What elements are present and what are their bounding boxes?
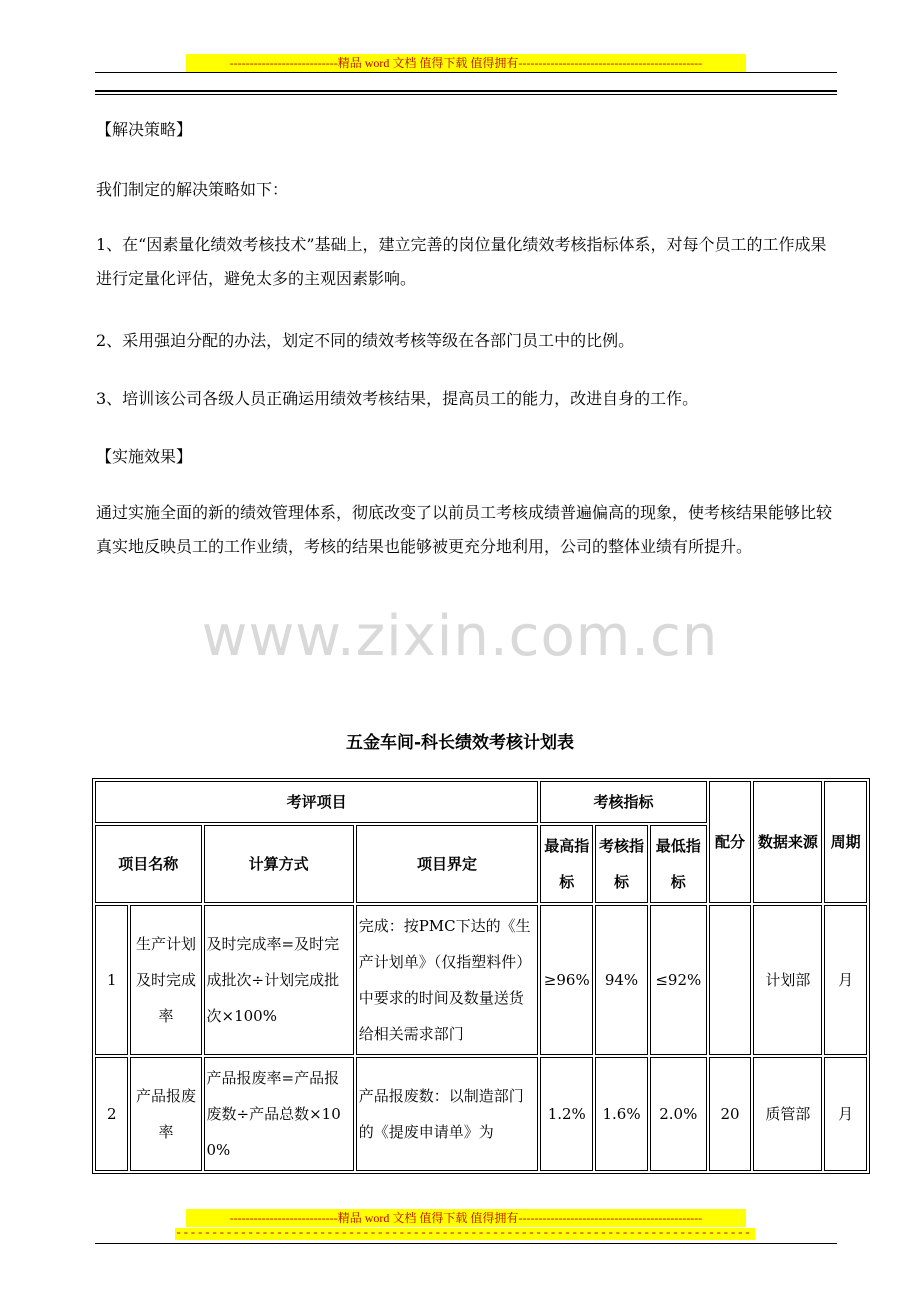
kpi-plan-table <box>92 778 870 1174</box>
row-item-name: 生产计划及时完成率 <box>130 905 201 1055</box>
row-max-index: ≥96% <box>540 905 593 1055</box>
row-item-scope: 完成：按PMC下达的《生产计划单》（仅指塑料件）中要求的时间及数量送货给相关需求部门 <box>356 905 539 1055</box>
strategy-item-3: 3、培训该公司各级人员正确运用绩效考核结果，提高员工的能力，改进自身的工作。 <box>96 389 699 408</box>
row-data-source: 质管部 <box>753 1057 822 1171</box>
header-banner: ---------------------------精品 word 文档 值得下载 值得拥有---------------------------------------------- <box>186 54 746 72</box>
header-kpi-group: 考核指标 <box>540 781 706 823</box>
row-target-index: 1.6% <box>595 1057 648 1171</box>
row-period: 月 <box>824 905 867 1055</box>
header-min-index: 最低指标 <box>650 825 707 903</box>
section-heading-effect: 【实施效果】 <box>96 447 193 466</box>
row-calc-method: 产品报废率=产品报废数÷产品总数×100% <box>204 1057 354 1171</box>
header-item-name: 项目名称 <box>95 825 202 903</box>
table-row <box>95 1057 867 1171</box>
row-weight <box>709 905 752 1055</box>
row-number: 2 <box>95 1057 128 1171</box>
footer-rule <box>95 1243 837 1244</box>
header-row-1 <box>95 781 867 823</box>
section-heading-strategy: 【解决策略】 <box>96 120 193 139</box>
row-data-source: 计划部 <box>753 905 822 1055</box>
table-row <box>95 905 867 1055</box>
effect-paragraph: 通过实施全面的新的绩效管理体系，彻底改变了以前员工考核成绩普遍偏高的现象，使考核结果能够比较真实地反映员工的工作业绩，考核的结果也能够被更充分地利用，公司的整体业绩有所提升。 <box>96 503 833 556</box>
strategy-item-1: 1、在“因素量化绩效考核技术”基础上，建立完善的岗位量化绩效考核指标体系，对每个员工的工作成果进行定量化评估，避免太多的主观因素影响。 <box>96 235 827 288</box>
header-weight: 配分 <box>709 781 752 903</box>
row-weight: 20 <box>709 1057 752 1171</box>
header-rule <box>95 72 837 73</box>
table-title: 五金车间-科长绩效考核计划表 <box>345 733 575 753</box>
header-period: 周期 <box>824 781 867 903</box>
header-target-index: 考核指标 <box>595 825 648 903</box>
row-min-index: 2.0% <box>650 1057 707 1171</box>
row-target-index: 94% <box>595 905 648 1055</box>
footer-banner: ---------------------------精品 word 文档 值得下载 值得拥有---------------------------------------------- <box>186 1209 746 1227</box>
row-number: 1 <box>95 905 128 1055</box>
row-period: 月 <box>824 1057 867 1171</box>
row-item-scope: 产品报废数：以制造部门的《提废申请单》为 <box>356 1057 539 1171</box>
header-double-rule-bottom <box>95 94 837 95</box>
strategy-item-2: 2、采用强迫分配的办法，划定不同的绩效考核等级在各部门员工中的比例。 <box>96 331 635 350</box>
strategy-intro: 我们制定的解决策略如下： <box>96 180 289 199</box>
header-eval-items: 考评项目 <box>95 781 538 823</box>
header-max-index: 最高指标 <box>540 825 593 903</box>
header-double-rule-top <box>95 90 837 92</box>
row-max-index: 1.2% <box>540 1057 593 1171</box>
row-item-name: 产品报废率 <box>130 1057 201 1171</box>
header-item-scope: 项目界定 <box>356 825 539 903</box>
header-calc-method: 计算方式 <box>204 825 354 903</box>
footer-dash-line: -------------------------------------------------------------------------------- <box>175 1228 755 1240</box>
header-data-source: 数据来源 <box>753 781 822 903</box>
row-calc-method: 及时完成率=及时完成批次÷计划完成批次×100% <box>204 905 354 1055</box>
row-min-index: ≤92% <box>650 905 707 1055</box>
watermark: www.zixin.com.cn <box>201 604 719 669</box>
